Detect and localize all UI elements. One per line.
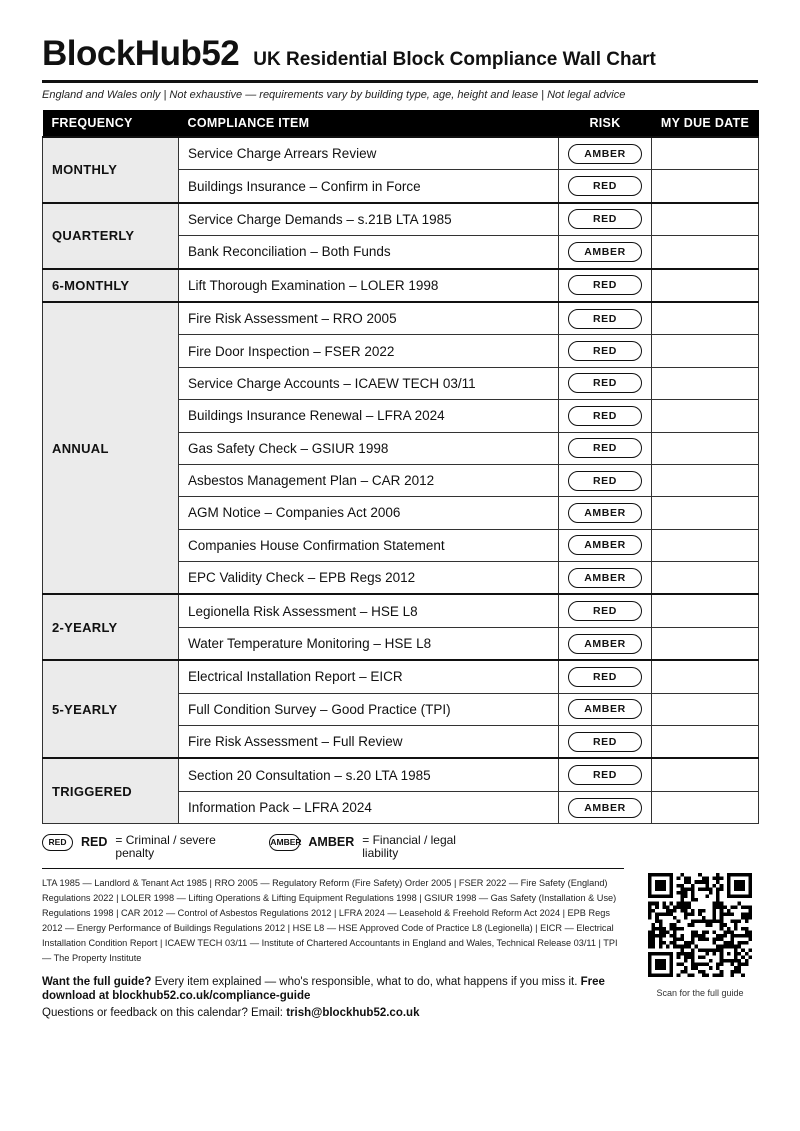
- guide-callout-lead: Want the full guide?: [42, 976, 152, 989]
- risk-cell: [559, 562, 652, 595]
- frequency-cell: 2-YEARLY: [43, 594, 179, 660]
- compliance-item-cell: Water Temperature Monitoring – HSE L8: [179, 627, 559, 660]
- risk-cell: [559, 660, 652, 693]
- due-date-cell[interactable]: [652, 302, 759, 335]
- due-date-cell[interactable]: [652, 400, 759, 432]
- risk-cell: [559, 693, 652, 725]
- column-header-due-date: MY DUE DATE: [652, 110, 759, 137]
- due-date-cell[interactable]: [652, 464, 759, 496]
- risk-badge: AMBER: [568, 144, 642, 164]
- due-date-cell[interactable]: [652, 497, 759, 529]
- table-row: [43, 269, 759, 302]
- compliance-item-cell: Service Charge Accounts – ICAEW TECH 03/11: [179, 367, 559, 399]
- compliance-item-cell: Asbestos Management Plan – CAR 2012: [179, 464, 559, 496]
- due-date-cell[interactable]: [652, 335, 759, 367]
- due-date-cell[interactable]: [652, 562, 759, 595]
- risk-cell: [559, 367, 652, 399]
- risk-cell: [559, 594, 652, 627]
- risk-badge: RED: [568, 667, 642, 687]
- due-date-cell[interactable]: [652, 203, 759, 236]
- risk-cell: [559, 137, 652, 170]
- column-header-frequency: FREQUENCY: [43, 110, 179, 137]
- table-header-row: [43, 110, 759, 137]
- legend-red: [42, 834, 227, 860]
- compliance-item-cell: Legionella Risk Assessment – HSE L8: [179, 594, 559, 627]
- table-row: [43, 203, 759, 236]
- guide-download-link[interactable]: Free download at blockhub52.co.uk/compliance-guide: [42, 976, 605, 1002]
- compliance-item-cell: AGM Notice – Companies Act 2006: [179, 497, 559, 529]
- compliance-item-cell: Full Condition Survey – Good Practice (TPI): [179, 693, 559, 725]
- page-title: UK Residential Block Compliance Wall Chart: [253, 49, 656, 70]
- risk-cell: [559, 302, 652, 335]
- risk-badge: RED: [568, 341, 642, 361]
- legend-red-pill: RED: [42, 834, 73, 851]
- due-date-cell[interactable]: [652, 660, 759, 693]
- legend-amber-text: = Financial / legal liability: [362, 833, 456, 861]
- compliance-table: [42, 110, 759, 824]
- due-date-cell[interactable]: [652, 529, 759, 561]
- legend: [42, 834, 758, 860]
- table-row: [43, 137, 759, 170]
- risk-cell: [559, 203, 652, 236]
- risk-cell: [559, 335, 652, 367]
- brand-logo: BlockHub52: [42, 34, 240, 73]
- due-date-cell[interactable]: [652, 137, 759, 170]
- header-rule: [42, 80, 758, 83]
- legend-amber-pill: AMBER: [269, 834, 300, 851]
- compliance-item-cell: Bank Reconciliation – Both Funds: [179, 236, 559, 269]
- risk-badge: AMBER: [568, 535, 642, 555]
- table-row: [43, 594, 759, 627]
- compliance-item-cell: Lift Thorough Examination – LOLER 1998: [179, 269, 559, 302]
- frequency-cell: 6-MONTHLY: [43, 269, 179, 302]
- risk-cell: [559, 726, 652, 759]
- risk-badge: AMBER: [568, 503, 642, 523]
- risk-badge: AMBER: [568, 568, 642, 588]
- compliance-item-cell: Fire Risk Assessment – RRO 2005: [179, 302, 559, 335]
- contact-text: Questions or feedback on this calendar? Email:: [42, 1007, 287, 1020]
- risk-cell: [559, 236, 652, 269]
- compliance-item-cell: Section 20 Consultation – s.20 LTA 1985: [179, 758, 559, 791]
- risk-cell: [559, 464, 652, 496]
- due-date-cell[interactable]: [652, 627, 759, 660]
- due-date-cell[interactable]: [652, 693, 759, 725]
- compliance-item-cell: Service Charge Arrears Review: [179, 137, 559, 170]
- guide-callout: [42, 976, 624, 1003]
- column-header-risk: RISK: [559, 110, 652, 137]
- legend-red-text: = Criminal / severe penalty: [115, 833, 216, 861]
- compliance-item-cell: Information Pack – LFRA 2024: [179, 791, 559, 823]
- disclaimer: England and Wales only | Not exhaustive — requirements vary by building type, age, height and lease | Not legal advice: [42, 89, 626, 101]
- compliance-item-cell: Companies House Confirmation Statement: [179, 529, 559, 561]
- compliance-item-cell: Fire Door Inspection – FSER 2022: [179, 335, 559, 367]
- compliance-item-cell: Buildings Insurance – Confirm in Force: [179, 170, 559, 203]
- frequency-cell: MONTHLY: [43, 137, 179, 203]
- qr-code-icon[interactable]: [648, 873, 752, 977]
- risk-cell: [559, 791, 652, 823]
- due-date-cell[interactable]: [652, 367, 759, 399]
- table-row: [43, 758, 759, 791]
- compliance-item-cell: EPC Validity Check – EPB Regs 2012: [179, 562, 559, 595]
- footer: [42, 868, 758, 1019]
- qr-caption: Scan for the full guide: [656, 988, 744, 999]
- table-body: [43, 137, 759, 824]
- risk-badge: AMBER: [568, 699, 642, 719]
- frequency-cell: QUARTERLY: [43, 203, 179, 269]
- risk-badge: RED: [568, 309, 642, 329]
- risk-badge: RED: [568, 471, 642, 491]
- frequency-cell: ANNUAL: [43, 302, 179, 595]
- risk-badge: RED: [568, 601, 642, 621]
- due-date-cell[interactable]: [652, 432, 759, 464]
- legend-amber-label: AMBER: [308, 835, 355, 850]
- due-date-cell[interactable]: [652, 758, 759, 791]
- risk-badge: AMBER: [568, 634, 642, 654]
- due-date-cell[interactable]: [652, 726, 759, 759]
- risk-cell: [559, 497, 652, 529]
- risk-badge: RED: [568, 765, 642, 785]
- risk-badge: RED: [568, 406, 642, 426]
- legend-red-label: RED: [81, 835, 108, 850]
- compliance-item-cell: Service Charge Demands – s.21B LTA 1985: [179, 203, 559, 236]
- risk-badge: RED: [568, 732, 642, 752]
- risk-cell: [559, 529, 652, 561]
- risk-badge: AMBER: [568, 242, 642, 262]
- risk-badge: RED: [568, 438, 642, 458]
- contact-email-link[interactable]: trish@blockhub52.co.uk: [286, 1007, 420, 1020]
- qr-block: [648, 873, 752, 998]
- guide-callout-body: Every item explained — who's responsible, what to do, what happens if you miss it.: [151, 976, 581, 989]
- frequency-cell: TRIGGERED: [43, 758, 179, 823]
- risk-badge: AMBER: [568, 798, 642, 818]
- compliance-item-cell: Gas Safety Check – GSIUR 1998: [179, 432, 559, 464]
- risk-badge: RED: [568, 275, 642, 295]
- legend-amber: [269, 834, 462, 860]
- table-row: [43, 660, 759, 693]
- header: [42, 36, 758, 71]
- compliance-item-cell: Buildings Insurance Renewal – LFRA 2024: [179, 400, 559, 432]
- risk-cell: [559, 269, 652, 302]
- risk-cell: [559, 758, 652, 791]
- due-date-cell[interactable]: [652, 170, 759, 203]
- due-date-cell[interactable]: [652, 269, 759, 302]
- column-header-item: COMPLIANCE ITEM: [179, 110, 559, 137]
- due-date-cell[interactable]: [652, 594, 759, 627]
- compliance-item-cell: Fire Risk Assessment – Full Review: [179, 726, 559, 759]
- risk-badge: RED: [568, 176, 642, 196]
- risk-badge: RED: [568, 373, 642, 393]
- frequency-cell: 5-YEARLY: [43, 660, 179, 758]
- abbreviation-notes: LTA 1985 — Landlord & Tenant Act 1985 | RRO 2005 — Regulatory Reform (Fire Safety) Order 2005 | FSER 2022 — Fire Safety (England) Regulations 2022 | LOLER 1998 — Lifting Operations & Lifting Equipment Regulations 1998 | GSIUR 1998 — Gas Safety (Installation & Use) Regulations 1998 | CAR 2012 — Control of Asbestos Regulations 2012 | LFRA 2024 — Leasehold & Freehold Reform Act 2024 | EPB Regs 2012 — Energy Performance of Buildings Regulations 2012 | HSE L8 — HSE Approved Code of Practice L8 (Legionella) | EICR — Electrical Installation Condition Report | ICAEW TECH 03/11 — Institute of Chartered Accountants in England and Wales, Technical Release 03/11 | TPI — The Property Institute: [42, 868, 624, 966]
- due-date-cell[interactable]: [652, 236, 759, 269]
- contact-line: [42, 1007, 624, 1019]
- risk-cell: [559, 170, 652, 203]
- risk-cell: [559, 400, 652, 432]
- page: [42, 36, 758, 1019]
- due-date-cell[interactable]: [652, 791, 759, 823]
- risk-cell: [559, 627, 652, 660]
- table-row: [43, 302, 759, 335]
- compliance-item-cell: Electrical Installation Report – EICR: [179, 660, 559, 693]
- risk-badge: RED: [568, 209, 642, 229]
- risk-cell: [559, 432, 652, 464]
